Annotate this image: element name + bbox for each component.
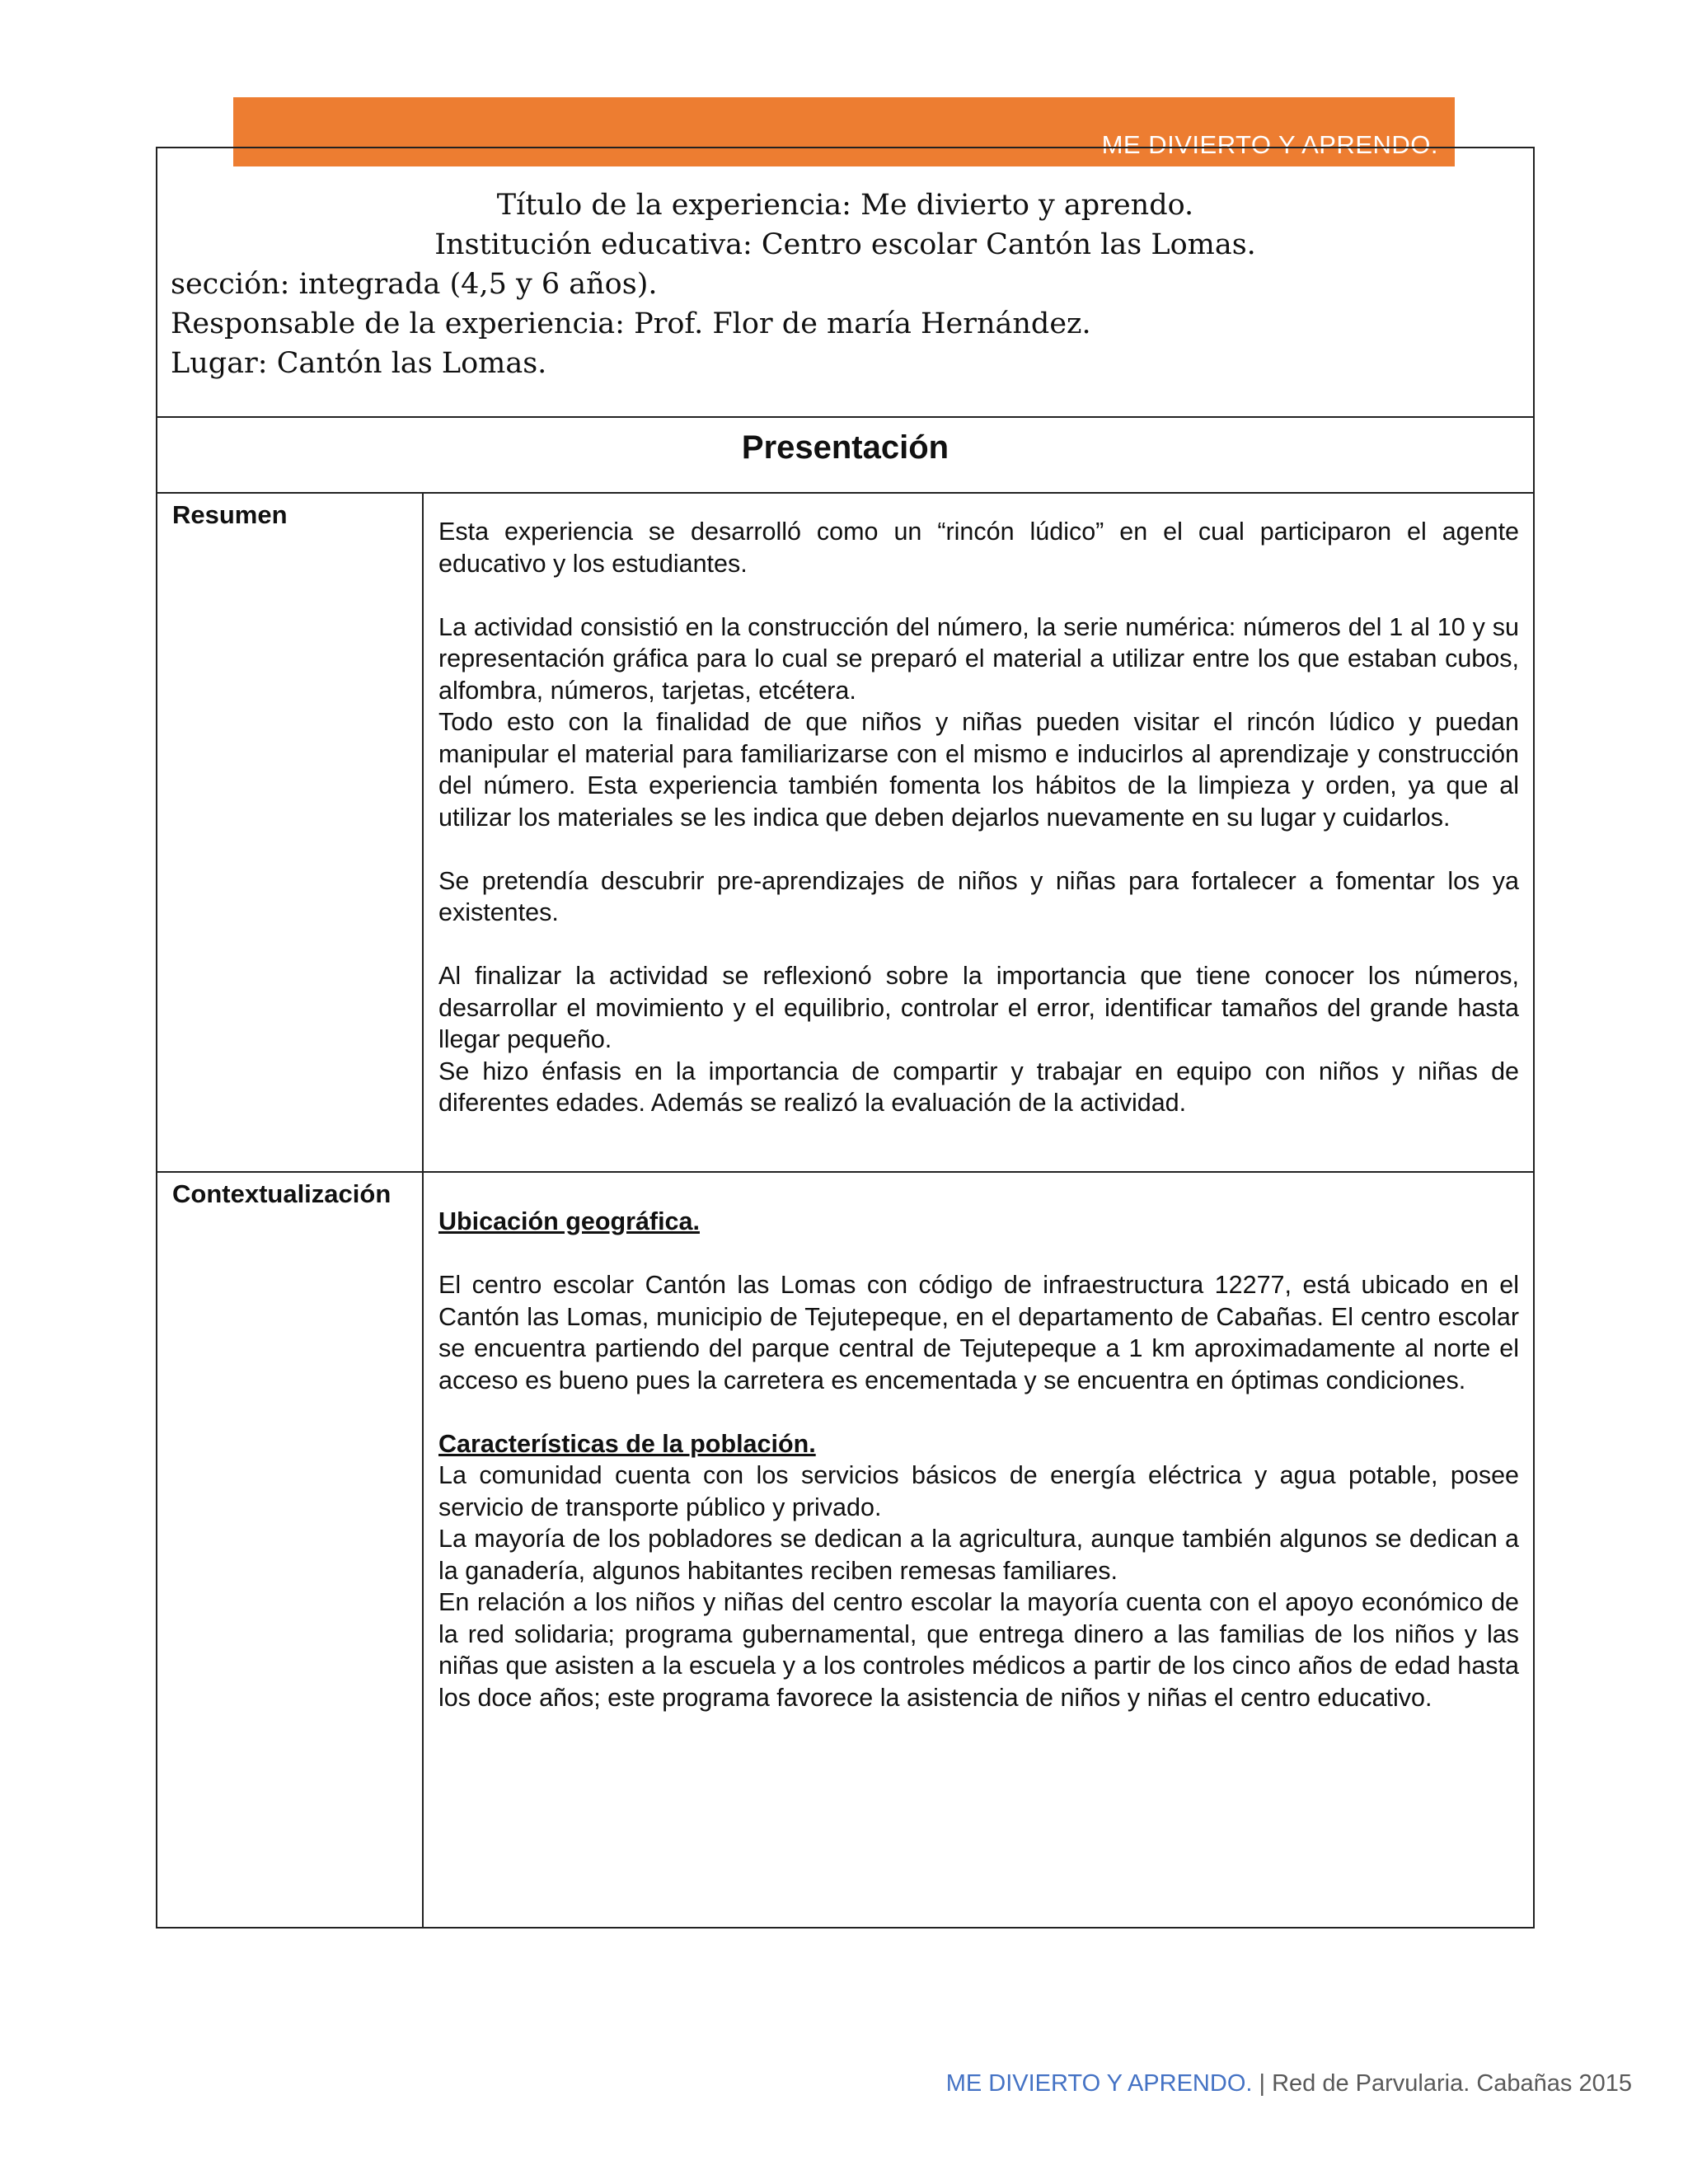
responsible-line: Responsable de la experiencia: Prof. Flor de maría Hernández. xyxy=(171,307,1091,340)
geo-location-paragraph: El centro escolar Cantón las Lomas con código de infraestructura 12277, está ubicado en el Cantón las Lomas, municipio de Tejutepeque, en el departamento de Cabañas. El centro escolar se encuentra partiendo del parque central de Tejutepeque a 1 km aproximadamente al norte el acceso es bueno pues la carretera es encementada y se encuentra en óptimas condiciones. xyxy=(438,1271,1519,1394)
context-label: Contextualización xyxy=(172,1179,392,1208)
footer-separator: | xyxy=(1252,2070,1273,2097)
population-paragraph-3: En relación a los niños y niñas del centro escolar la mayoría cuenta con el apoyo económico de la red solidaria; programa gubernamental, que entrega dinero a las familias de los niños y las niñas que asisten a la escuela y a los controles médicos a partir de los cinco años de edad hasta los doce años; este programa favorece la asistencia de niños y niñas el centro educativo. xyxy=(438,1588,1519,1712)
resumen-paragraph-4: Se pretendía descubrir pre-aprendizajes de niños y niñas para fortalecer a fomentar los ya existentes. xyxy=(438,866,1519,926)
population-heading: Características de la población. xyxy=(438,1429,816,1458)
resumen-paragraph-5: Al finalizar la actividad se reflexionó sobre la importancia que tiene conocer los números, desarrollar el movimiento y el equilibrio, controlar el error, identificar tamaños del grande hasta llegar pequeño. xyxy=(438,962,1519,1053)
resumen-label-cell xyxy=(157,494,424,1173)
resumen-paragraph-3: Todo esto con la finalidad de que niños y niñas pueden visitar el rincón lúdico y puedan manipular el material para familiarizarse con el mismo e inducirlos al aprendizaje y construcción del número. Esta experiencia también fomenta los hábitos de la limpieza y orden, ya que al utilizar los materiales se les indica que deben dejarlos nuevamente en su lugar y cuidarlos. xyxy=(438,708,1519,832)
presentation-row xyxy=(157,418,1533,494)
footer-title: ME DIVIERTO Y APRENDO. xyxy=(945,2070,1253,2097)
presentation-heading: Presentación xyxy=(741,429,950,466)
title-block xyxy=(157,148,1533,418)
geo-location-heading: Ubicación geográfica. xyxy=(438,1207,700,1235)
experience-title: Título de la experiencia: Me divierto y aprendo. xyxy=(496,189,1194,222)
institution-line: Institución educativa: Centro escolar Cantón las Lomas. xyxy=(434,228,1256,261)
population-paragraph-2: La mayoría de los pobladores se dedican a la agricultura, aunque también algunos se dedican a la ganadería, algunos habitantes reciben remesas familiares. xyxy=(438,1525,1519,1585)
place-line: Lugar: Cantón las Lomas. xyxy=(171,347,547,380)
population-paragraph-1: La comunidad cuenta con los servicios básicos de energía eléctrica y agua potable, posee servicio de transporte público y privado. xyxy=(438,1461,1519,1521)
experience-table xyxy=(156,147,1535,1929)
context-label-cell xyxy=(157,1173,424,1929)
resumen-label: Resumen xyxy=(172,500,288,529)
context-content-cell xyxy=(424,1173,1533,1929)
header-band-text: ME DIVIERTO Y APRENDO. xyxy=(1101,130,1438,159)
page-footer xyxy=(946,2070,1632,2097)
resumen-paragraph-2: La actividad consistió en la construcción del número, la serie numérica: números del 1 al 10 y su representación gráfica para lo cual se preparó el material a utilizar entre los que estaban cubos, alfombra, números, tarjetas, etcétera. xyxy=(438,612,1519,705)
resumen-paragraph-6: Se hizo énfasis en la importancia de compartir y trabajar en equipo con niños y niñas de diferentes edades. Además se realizó la evaluación de la actividad. xyxy=(438,1057,1519,1117)
section-line: sección: integrada (4,5 y 6 años). xyxy=(171,268,658,301)
resumen-content-cell xyxy=(424,494,1533,1173)
resumen-paragraph-1: Esta experiencia se desarrolló como un “rincón lúdico” en el cual participaron el agente educativo y los estudiantes. xyxy=(438,518,1519,578)
footer-text: Red de Parvularia. Cabañas 2015 xyxy=(1272,2070,1632,2097)
